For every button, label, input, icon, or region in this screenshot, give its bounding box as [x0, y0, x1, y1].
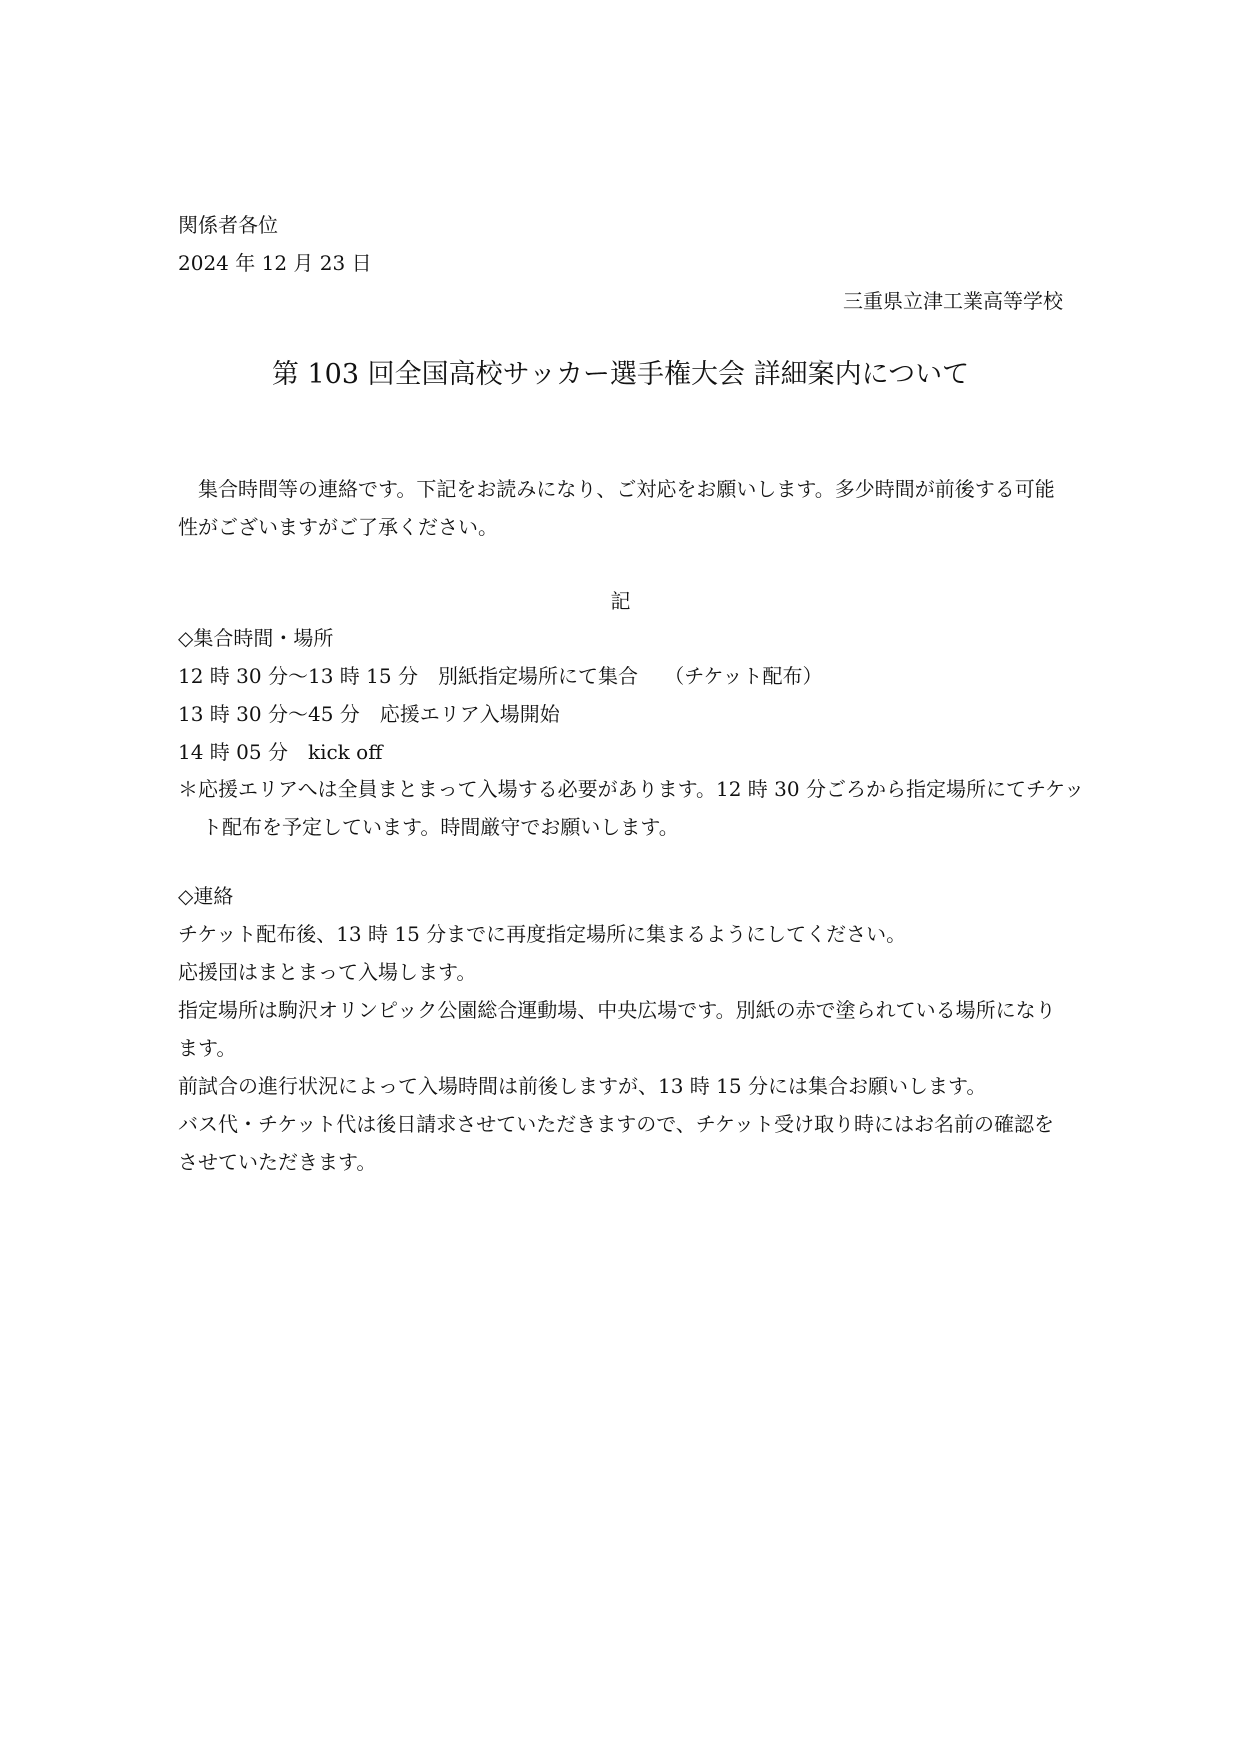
addressee: 関係者各位: [178, 213, 278, 237]
document-title: 第 103 回全国高校サッカー選手権大会 詳細案内について: [271, 359, 970, 390]
schedule-line: 12 時 30 分～13 時 15 分 別紙指定場所にて集合 （チケット配布）: [178, 664, 823, 688]
section-heading-assembly: ◇集合時間・場所: [178, 626, 334, 650]
section-heading-contact: ◇連絡: [178, 884, 234, 908]
intro-paragraph: 集合時間等の連絡です。下記をお読みになり、ご対応をお願いします。多少時間が前後する可能性がございますがご了承ください。: [178, 477, 1055, 539]
contact-line: 指定場所は駒沢オリンピック公園総合運動場、中央広場です。別紙の赤で塗られている場所になります。: [178, 998, 1056, 1060]
schedule-line: 14 時 05 分 kick off: [178, 740, 383, 764]
contact-line: チケット配布後、13 時 15 分までに再度指定場所に集まるようにしてください。: [178, 922, 907, 946]
contact-line: 応援団はまとまって入場します。: [178, 960, 477, 984]
ki-marker: 記: [610, 589, 631, 613]
assembly-note: ＊応援エリアへは全員まとまって入場する必要があります。12 時 30 分ごろから指定場所にてチケット配布を予定しています。時間厳守でお願いします。: [178, 777, 1085, 839]
contact-line: バス代・チケット代は後日請求させていただきますので、チケット受け取り時にはお名前の確認をさせていただきます。: [178, 1112, 1054, 1174]
sender: 三重県立津工業高等学校: [843, 289, 1063, 313]
contact-line: 前試合の進行状況によって入場時間は前後しますが、13 時 15 分には集合お願いします。: [178, 1074, 987, 1098]
schedule-line: 13 時 30 分～45 分 応援エリア入場開始: [178, 702, 560, 726]
document-date: 2024 年 12 月 23 日: [178, 251, 372, 275]
